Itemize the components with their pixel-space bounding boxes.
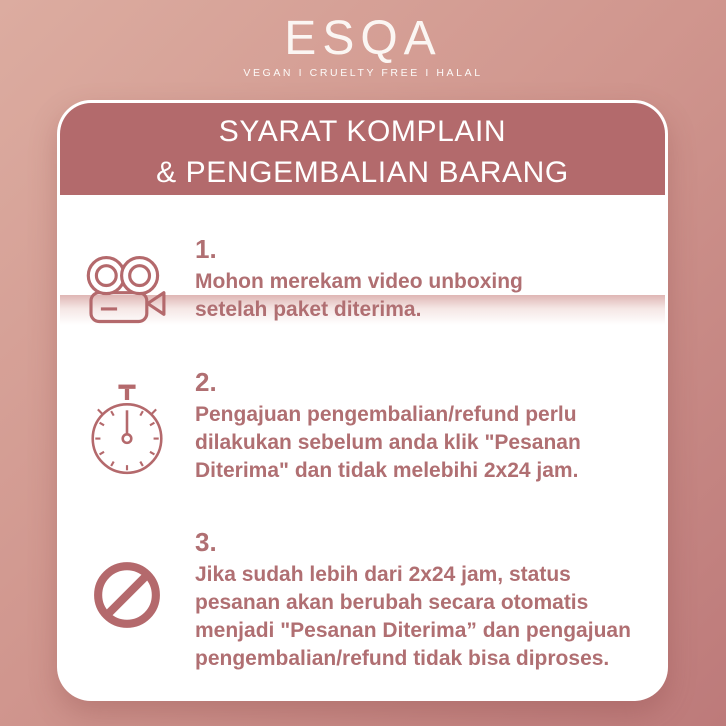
list-item-2 [77, 368, 654, 485]
brand-wordmark: ESQA [284, 12, 442, 65]
brand-tagline: VEGAN I CRUELTY FREE I HALAL [243, 67, 483, 80]
list-item-1 [77, 235, 654, 327]
item-text-line: dilakukan sebelum anda klik "Pesanan [195, 431, 581, 455]
item-number: 3. [195, 527, 217, 557]
item-text-line: Jika sudah lebih dari 2x24 jam, status [195, 562, 571, 586]
list-item-3-text [195, 528, 631, 673]
list-item-3 [77, 528, 654, 673]
list-item-1-text [195, 235, 523, 324]
info-card [57, 100, 668, 701]
item-text-line: setelah paket diterima. [195, 298, 422, 322]
item-text-line: Pengajuan pengembalian/refund perlu [195, 402, 577, 426]
brand-logo [0, 14, 726, 79]
item-text-line: menjadi "Pesanan Diterima” dan pengajuan [195, 619, 631, 643]
card-title-line-1: SYARAT KOMPLAIN [218, 115, 507, 148]
card-title-banner [60, 103, 665, 195]
video-camera-icon [77, 235, 177, 327]
stopwatch-icon [77, 368, 177, 478]
prohibited-icon [77, 528, 177, 632]
item-text-line: pengembalian/refund tidak bisa diproses. [195, 647, 610, 671]
item-text-line: pesanan akan berubah secara otomatis [195, 591, 589, 615]
item-number: 1. [195, 234, 217, 264]
list-item-2-text [195, 368, 581, 485]
item-number: 2. [195, 367, 217, 397]
item-text-line: Mohon merekam video unboxing [195, 269, 523, 293]
item-text-line: Diterima" dan tidak melebihi 2x24 jam. [195, 459, 579, 483]
card-title-line-2: & PENGEMBALIAN BARANG [156, 155, 569, 189]
